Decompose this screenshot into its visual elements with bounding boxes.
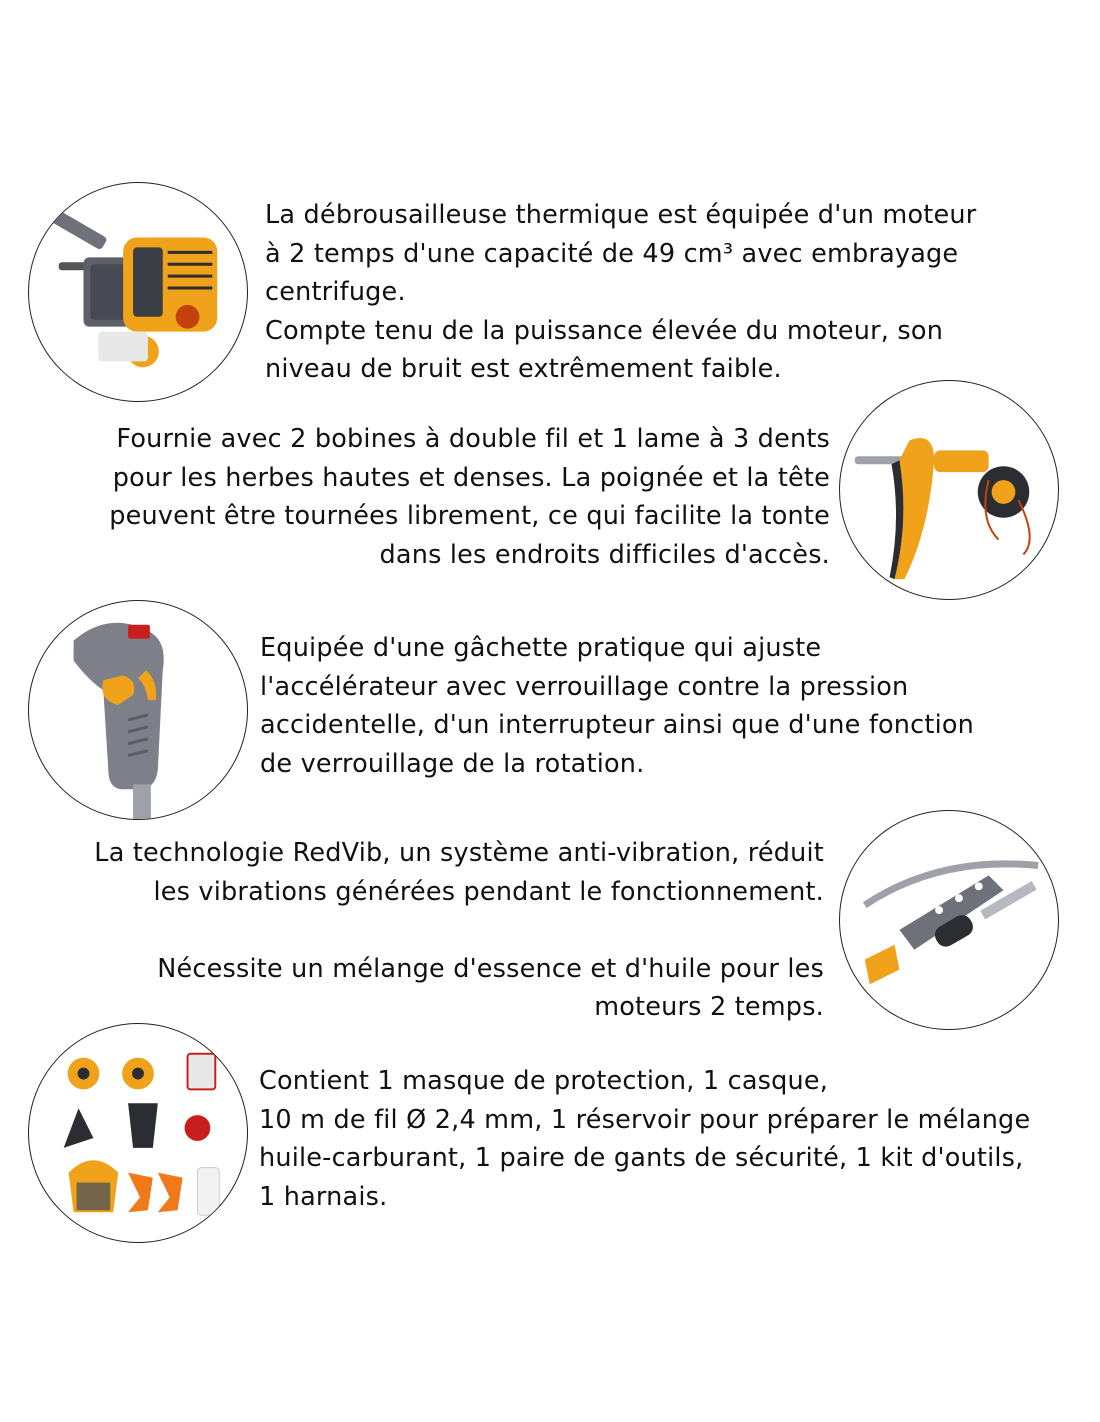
trimmer-head-image (839, 380, 1059, 600)
handle-trigger-image (28, 600, 248, 820)
antivibration-image (839, 810, 1059, 1030)
text-line: peuvent être tournées librement, ce qui facilite la tonte (109, 501, 830, 531)
text-line: La technologie RedVib, un système anti-vibration, réduit (94, 838, 824, 868)
text-line: Equipée d'une gâchette pratique qui ajuste (260, 633, 822, 663)
text-line: dans les endroits difficiles d'accès. (379, 539, 830, 570)
engine-description (265, 196, 976, 389)
text-line: de verrouillage de la rotation. (260, 748, 645, 779)
text-line: niveau de bruit est extrêmement faible. (265, 354, 782, 384)
text-line: Contient 1 masque de protection, 1 casque, (259, 1066, 829, 1096)
accessories-description (259, 1062, 1030, 1216)
text-line: les vibrations générées pendant le fonctionnement. (153, 876, 824, 907)
text-line: l'accélérateur avec verrouillage contre la pression (260, 671, 909, 702)
trimmer-head-description (109, 420, 830, 574)
text-line: moteurs 2 temps. (594, 992, 824, 1022)
text-line: Nécessite un mélange d'essence et d'huile pour les (157, 953, 824, 984)
text-line: Fournie avec 2 bobines à double fil et 1 lame à 3 dents (116, 424, 830, 454)
antivibration-description (94, 834, 824, 1027)
text-line: Compte tenu de la puissance élevée du moteur, son (265, 315, 944, 346)
text-line: accidentelle, d'un interrupteur ainsi que d'une fonction (260, 710, 975, 740)
accessories-image (28, 1023, 248, 1243)
text-line: huile-carburant, 1 paire de gants de sécurité, 1 kit d'outils, (259, 1143, 1024, 1173)
text-line: 10 m de fil Ø 2,4 mm, 1 réservoir pour préparer le mélange (259, 1104, 1031, 1135)
text-line: 1 harnais. (259, 1181, 388, 1212)
text-line: La débrousailleuse thermique est équipée d'un moteur (265, 200, 977, 230)
text-line: à 2 temps d'une capacité de 49 cm³ avec embrayage (265, 238, 959, 269)
text-line: pour les herbes hautes et denses. La poignée et la tête (112, 462, 830, 493)
handle-description (260, 629, 974, 783)
text-line: centrifuge. (265, 277, 406, 307)
text-line (94, 911, 824, 950)
engine-image (28, 182, 248, 402)
